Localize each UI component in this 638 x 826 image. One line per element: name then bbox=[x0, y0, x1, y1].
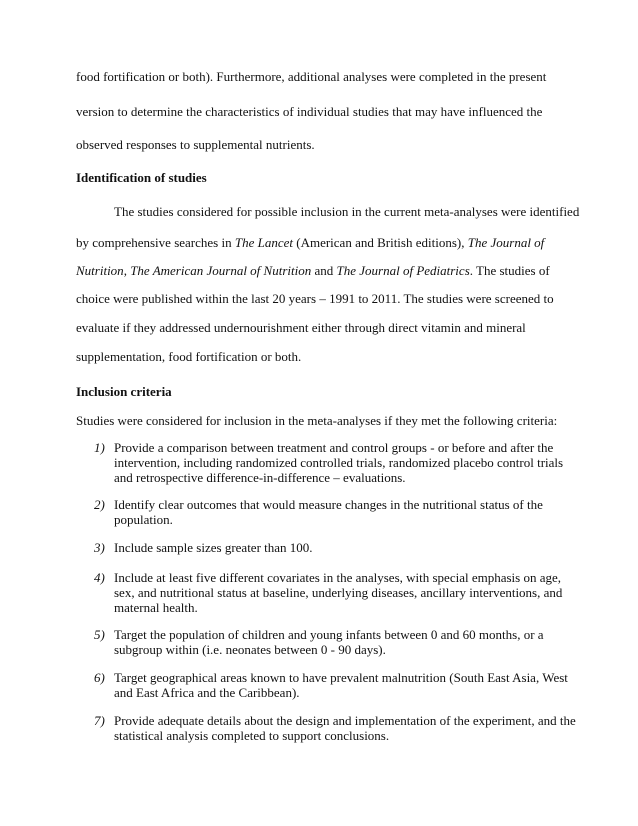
list-item-text bbox=[114, 670, 576, 700]
list-number: 1) bbox=[94, 440, 105, 455]
list-number: 3) bbox=[94, 540, 105, 555]
body-text-line bbox=[76, 235, 544, 250]
body-text-line: evaluate if they addressed undernourishment either through direct vitamin and mineral bbox=[76, 320, 526, 335]
body-text-line bbox=[76, 263, 550, 278]
list-item-line: sex, and nutritional status at baseline, underlying diseases, ancillary interventions, and bbox=[114, 585, 563, 600]
text-run: , bbox=[123, 263, 131, 278]
list-number: 6) bbox=[94, 670, 105, 685]
list-item-line: and retrospective difference-in-difference – evaluations. bbox=[114, 470, 406, 485]
body-text-line: observed responses to supplemental nutrients. bbox=[76, 137, 315, 152]
body-text-line: food fortification or both). Furthermore, additional analyses were completed in the present bbox=[76, 69, 547, 84]
list-item-line: and East Africa and the Caribbean). bbox=[114, 685, 300, 700]
list-number: 4) bbox=[94, 570, 105, 585]
body-text-line: The studies considered for possible inclusion in the current meta-analyses were identified bbox=[114, 204, 580, 219]
journal-title: The Journal of bbox=[467, 235, 545, 250]
list-number: 7) bbox=[94, 713, 105, 728]
list-item-text bbox=[114, 497, 576, 527]
text-run: . The studies of bbox=[469, 263, 550, 278]
list-item-line: Provide a comparison between treatment and control groups - or before and after the bbox=[114, 440, 554, 455]
list-item-line: Identify clear outcomes that would measure changes in the nutritional status of the bbox=[114, 497, 543, 512]
list-item-text bbox=[114, 540, 576, 555]
list-item-line: maternal health. bbox=[114, 600, 198, 615]
journal-title: The American Journal of Nutrition bbox=[130, 263, 312, 278]
body-text-line: choice were published within the last 20 years – 1991 to 2011. The studies were screened to bbox=[76, 291, 554, 306]
journal-title: The Lancet bbox=[234, 235, 293, 250]
list-item-line: Include at least five different covariates in the analyses, with special emphasis on age, bbox=[114, 570, 562, 585]
list-item-line: Provide adequate details about the design and implementation of the experiment, and the bbox=[114, 713, 576, 728]
body-text-line: Studies were considered for inclusion in the meta-analyses if they met the following criteria: bbox=[76, 413, 558, 428]
list-item-text bbox=[114, 570, 576, 615]
section-heading-inclusion: Inclusion criteria bbox=[76, 384, 172, 399]
list-item-line: Target geographical areas known to have prevalent malnutrition (South East Asia, West bbox=[114, 670, 568, 685]
list-number: 5) bbox=[94, 627, 105, 642]
list-item-text bbox=[114, 713, 576, 743]
text-run: (American and British editions), bbox=[292, 235, 468, 250]
journal-title: The Journal of Pediatrics bbox=[336, 263, 470, 278]
body-text-line: version to determine the characteristics of individual studies that may have influenced the bbox=[76, 104, 543, 119]
journal-title: Nutrition bbox=[76, 263, 124, 278]
list-item-line: subgroup within (i.e. neonates between 0 - 90 days). bbox=[114, 642, 386, 657]
body-text-line: supplementation, food fortification or both. bbox=[76, 349, 302, 364]
text-run: by comprehensive searches in bbox=[76, 235, 235, 250]
section-heading-identification: Identification of studies bbox=[76, 170, 207, 185]
list-item-line: Include sample sizes greater than 100. bbox=[114, 540, 313, 555]
list-item-line: population. bbox=[114, 512, 173, 527]
list-item-line: statistical analysis completed to support conclusions. bbox=[114, 728, 390, 743]
list-number: 2) bbox=[94, 497, 105, 512]
text-run: and bbox=[311, 263, 337, 278]
list-item-line: Target the population of children and young infants between 0 and 60 months, or a bbox=[114, 627, 544, 642]
list-item-line: intervention, including randomized controlled trials, randomized placebo control trials bbox=[114, 455, 564, 470]
list-item-text bbox=[114, 627, 576, 657]
list-item-text bbox=[114, 440, 576, 485]
